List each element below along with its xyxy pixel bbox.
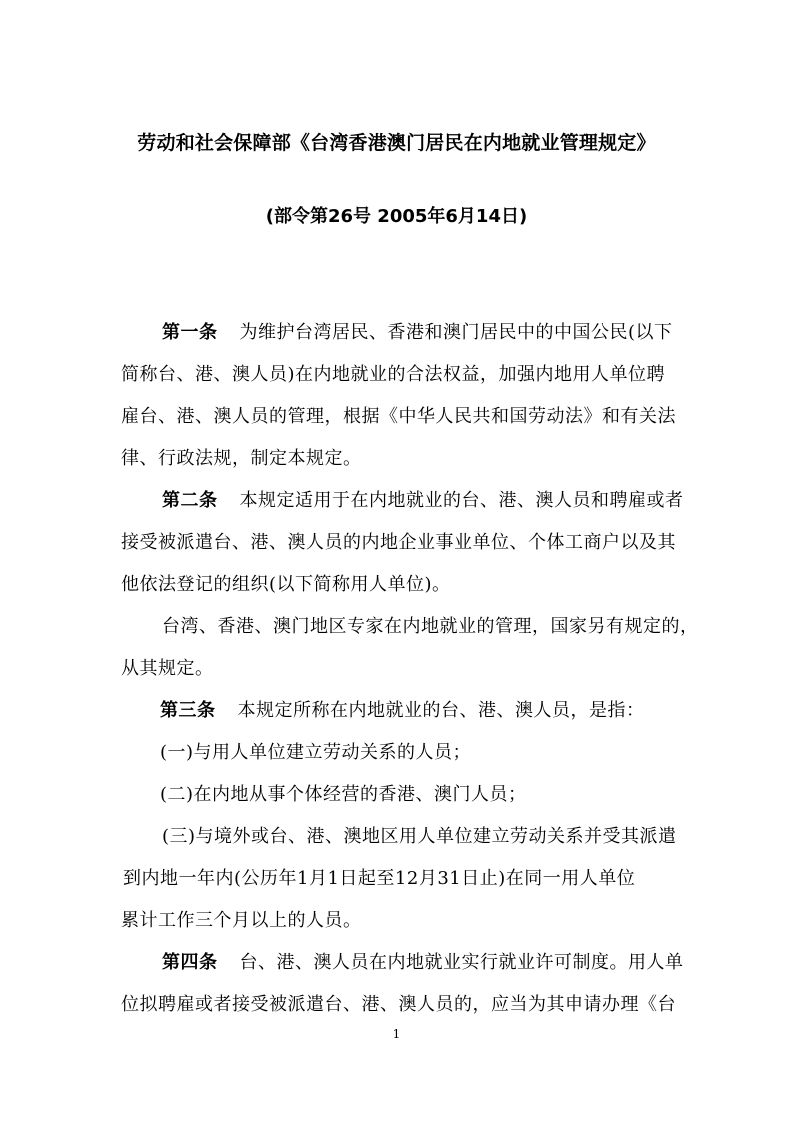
article-1-first-line bbox=[162, 318, 673, 344]
paragraph-line: 从其规定。 bbox=[121, 658, 214, 679]
article-4-first-line bbox=[162, 948, 684, 974]
article-3-first-line bbox=[160, 696, 645, 722]
page-number: 1 bbox=[392, 1027, 401, 1041]
article-4-label: 第四条 bbox=[162, 952, 218, 973]
paragraph-line: 累计工作三个月以上的人员。 bbox=[121, 910, 362, 931]
paragraph-line: 雇台、港、澳人员的管理，根据《中华人民共和国劳动法》和有关法 bbox=[121, 406, 676, 427]
paragraph-line: 他依法登记的组织(以下简称用人单位)。 bbox=[121, 574, 451, 595]
paragraph-line: 本规定适用于在内地就业的台、港、澳人员和聘雇或者 bbox=[239, 490, 684, 511]
paragraph-line: 台、港、澳人员在内地就业实行就业许可制度。用人单 bbox=[239, 952, 684, 973]
list-item: (三)与境外或台、港、澳地区用人单位建立劳动关系并受其派遣 bbox=[162, 826, 677, 847]
paragraph-line: 简称台、港、澳人员)在内地就业的合法权益，加强内地用人单位聘 bbox=[121, 364, 666, 385]
paragraph-line: 为维护台湾居民、香港和澳门居民中的中国公民(以下 bbox=[239, 322, 673, 343]
list-item: (二)在内地从事个体经营的香港、澳门人员； bbox=[160, 784, 527, 805]
paragraph-line: 本规定所称在内地就业的台、港、澳人员，是指： bbox=[237, 700, 645, 721]
article-1-label: 第一条 bbox=[162, 322, 218, 343]
list-item: (一)与用人单位建立劳动关系的人员； bbox=[160, 742, 472, 763]
paragraph-line: 位拟聘雇或者接受被派遣台、港、澳人员的，应当为其申请办理《台 bbox=[121, 994, 676, 1015]
paragraph-line: 台湾、香港、澳门地区专家在内地就业的管理，国家另有规定的， bbox=[162, 616, 699, 637]
article-2-label: 第二条 bbox=[162, 490, 218, 511]
paragraph-line: 接受被派遣台、港、澳人员的内地企业事业单位、个体工商户以及其 bbox=[121, 532, 676, 553]
paragraph-line: 律、行政法规，制定本规定。 bbox=[121, 448, 362, 469]
paragraph-line: 到内地一年内(公历年1月1日起至12月31日止)在同一用人单位 bbox=[123, 868, 636, 889]
article-2-first-line bbox=[162, 486, 684, 512]
document-title: 劳动和社会保障部《台湾香港澳门居民在内地就业管理规定》 bbox=[137, 132, 656, 154]
document-subtitle: (部令第26号 2005年6月14日) bbox=[265, 206, 528, 227]
article-3-label: 第三条 bbox=[160, 700, 216, 721]
